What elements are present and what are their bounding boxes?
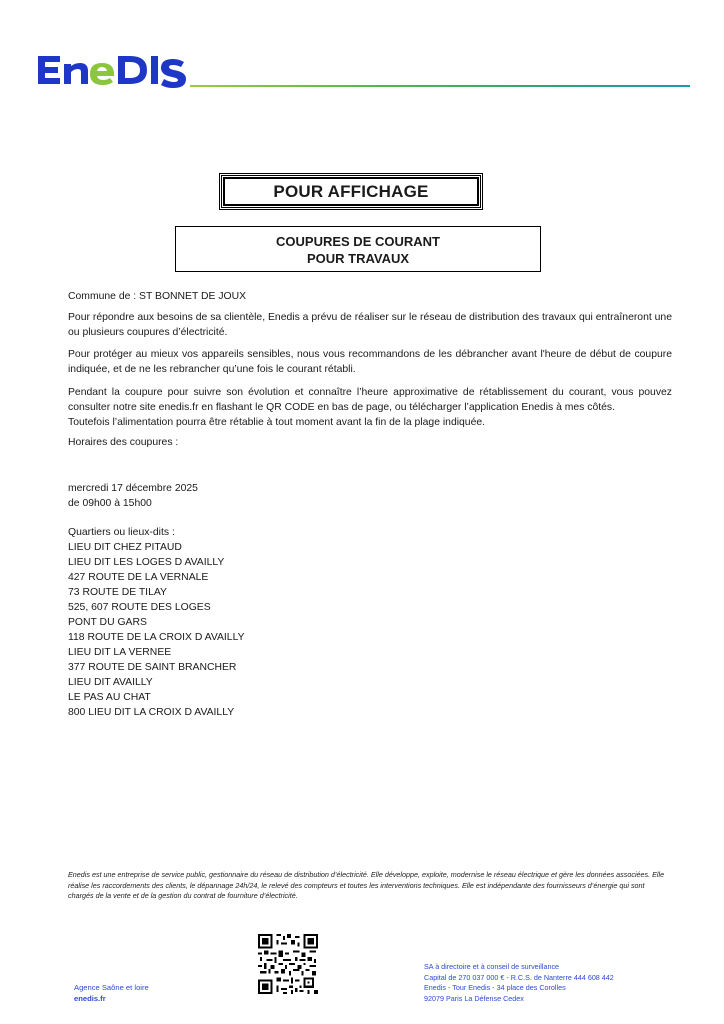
horaires-label: Horaires des coupures : xyxy=(68,437,179,448)
list-item: 427 ROUTE DE LA VERNALE xyxy=(68,572,209,583)
company-line: Capital de 270 037 000 € - R.C.S. de Nanterre 444 608 442 xyxy=(424,972,614,982)
paragraph-tracking-line1: Pendant la coupure pour suivre son évolution et connaître l’heure approximative de rétablissement du courant, vous pouvez consulter notre site enedis.fr en flashant le QR CODE en bas de page, ou télécharger l’application Enedis à mes côtés. xyxy=(68,387,672,413)
company-line: SA à directoire et à conseil de surveillance xyxy=(424,962,560,971)
paragraph-advice: Pour protéger au mieux vos appareils sensibles, nous vous recommandons de les débrancher avant l'heure de début de coupure indiquée, et de ne les rebrancher qu’une fois le courant rétabli. xyxy=(68,349,672,375)
list-item: 525, 607 ROUTE DES LOGES xyxy=(68,602,211,613)
company-info xyxy=(424,962,614,1004)
enedis-logo xyxy=(36,52,188,88)
agency-name: Agence Saône et loire xyxy=(74,983,149,992)
list-item: 73 ROUTE DE TILAY xyxy=(68,587,167,598)
site-link[interactable]: enedis.fr xyxy=(74,994,106,1003)
coupures-title-box xyxy=(175,226,541,272)
paragraph-intro: Pour répondre aux besoins de sa clientèle, Enedis a prévu de réaliser sur le réseau de distribution des travaux qui entraîneront une ou plusieurs coupures d’électricité. xyxy=(68,312,672,338)
pour-affichage-title: POUR AFFICHAGE xyxy=(273,181,429,201)
list-item: 800 LIEU DIT LA CROIX D AVAILLY xyxy=(68,707,235,718)
outage-time: de 09h00 à 15h00 xyxy=(68,498,152,509)
list-item: PONT DU GARS xyxy=(68,617,147,628)
list-item: LIEU DIT CHEZ PITAUD xyxy=(68,542,182,553)
pour-affichage-box xyxy=(219,173,483,210)
list-item: 118 ROUTE DE LA CROIX D AVAILLY xyxy=(68,632,245,643)
list-item: 377 ROUTE DE SAINT BRANCHER xyxy=(68,662,237,673)
coupures-title-line1: COUPURES DE COURANT xyxy=(276,234,440,249)
company-line: 92079 Paris La Défense Cedex xyxy=(424,993,524,1003)
list-item: LE PAS AU CHAT xyxy=(68,692,151,703)
agency-block xyxy=(74,982,149,1004)
list-item: LIEU DIT AVAILLY xyxy=(68,677,153,688)
commune-line: Commune de : ST BONNET DE JOUX xyxy=(68,291,247,302)
legal-notice: Enedis est une entreprise de service public, gestionnaire du réseau de distribution d’électricité. Elle développe, exploite, modernise le réseau électrique et gère les données associées. Elle réalise les raccordements des clients, le dépannage 24h/24, le relevé des compteurs et toutes les interventions techniques. Elle est indépendante des fournisseurs d’énergie qui sont chargés de la vente et de la gestion du contrat de fourniture d’électricité. xyxy=(68,870,665,900)
quartiers-list xyxy=(68,540,672,720)
list-item: LIEU DIT LES LOGES D AVAILLY xyxy=(68,557,225,568)
quartiers-label: Quartiers ou lieux-dits : xyxy=(68,527,175,538)
header-gradient-line xyxy=(190,85,690,87)
list-item: LIEU DIT LA VERNEE xyxy=(68,647,172,658)
paragraph-tracking xyxy=(68,385,672,430)
coupures-title-line2: POUR TRAVAUX xyxy=(306,251,410,266)
outage-date: mercredi 17 décembre 2025 xyxy=(68,483,198,494)
qr-code-icon[interactable] xyxy=(258,934,318,994)
paragraph-tracking-line2: Toutefois l’alimentation pourra être rétablie à tout moment avant la fin de la plage indiquée. xyxy=(68,417,486,428)
company-line: Enedis - Tour Enedis - 34 place des Corolles xyxy=(424,983,566,993)
